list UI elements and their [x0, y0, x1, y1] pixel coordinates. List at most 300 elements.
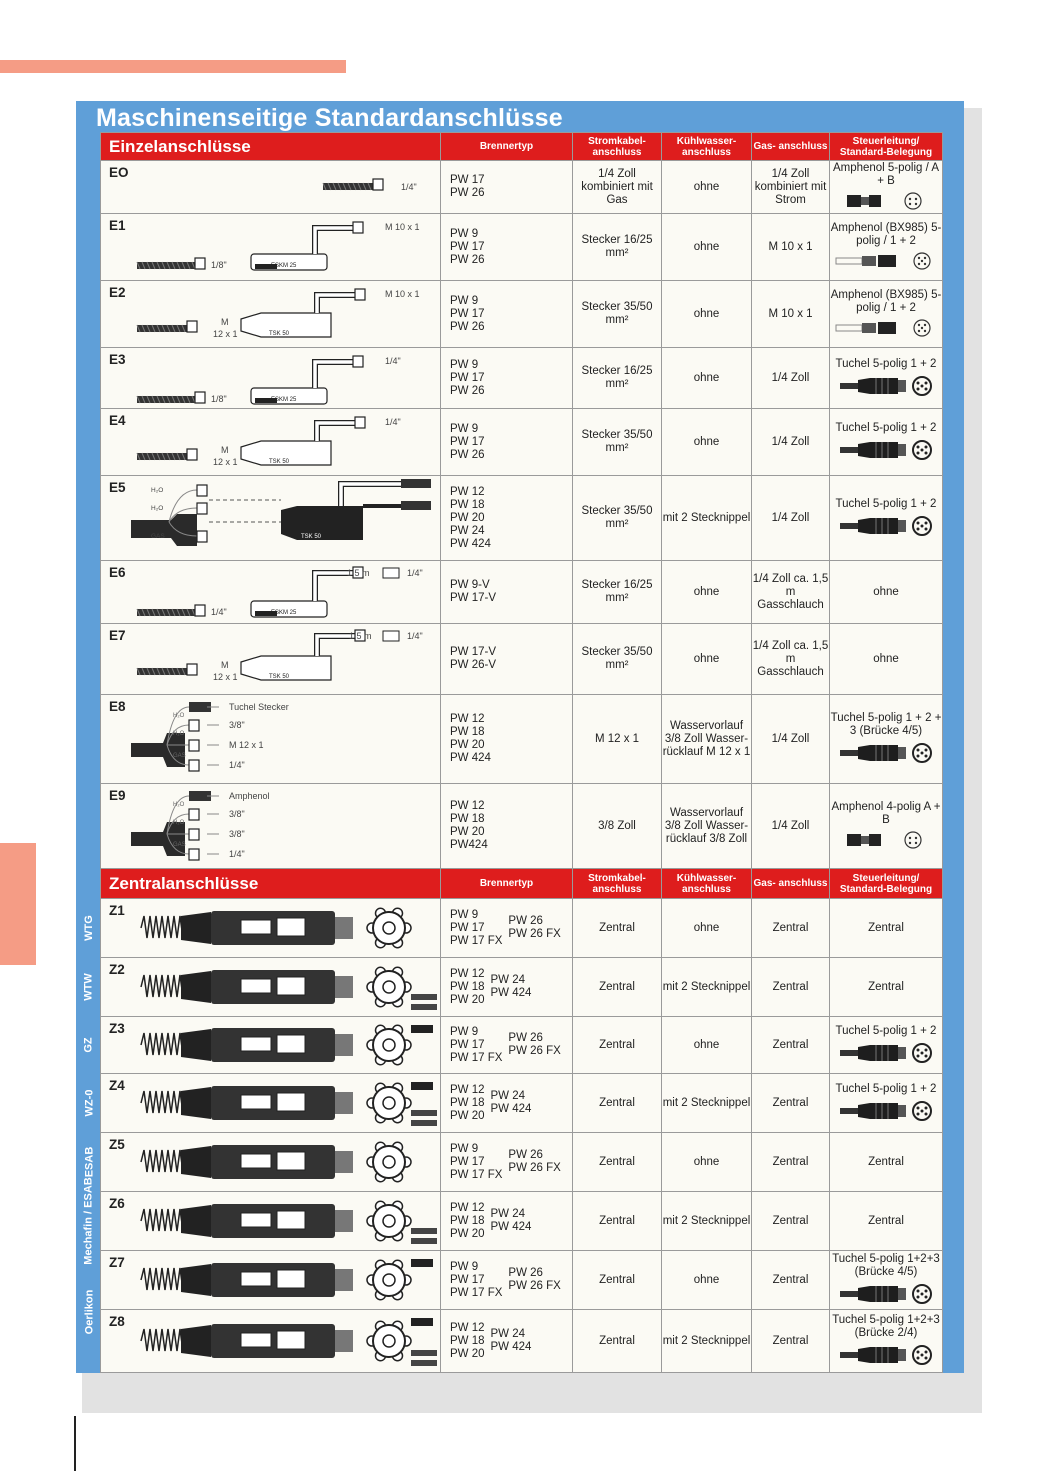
column-header-einzel: Einzelanschlüsse — [101, 133, 441, 161]
steuer-cell — [830, 958, 943, 1017]
kuehl-value: mit 2 Stecknippel — [662, 1096, 751, 1109]
diagram-cell — [101, 161, 441, 214]
manufacturer-name: WTG — [83, 915, 96, 941]
torch-type: PW 18 — [450, 1214, 485, 1227]
steuer-content — [830, 922, 942, 935]
gas-value: 1/4 Zoll kombiniert mit Strom — [754, 167, 827, 206]
torch-type: PW 424 — [450, 752, 491, 764]
gas-value: Zentral — [772, 1096, 809, 1109]
torch-type: PW 20 — [450, 1109, 485, 1122]
diagram-label: 1/4" — [385, 417, 401, 427]
diagram-label: TSK 50 — [269, 674, 290, 680]
diagram-label: ESKM 25 — [271, 610, 297, 616]
strom-value: Stecker 35/50 mm² — [581, 646, 653, 671]
diagram-cell — [101, 624, 441, 695]
gas-cell — [752, 784, 830, 869]
diagram-label: M 12 x 1 — [229, 740, 264, 750]
connection-row — [101, 695, 943, 784]
diagram-cell — [101, 1074, 441, 1133]
torch-type: PW 17 — [450, 307, 485, 320]
strom-value: 3/8 Zoll — [598, 819, 636, 832]
torch-types-cell — [441, 1074, 573, 1133]
strom-cell — [573, 1133, 662, 1192]
manufacturer-label — [78, 1074, 100, 1133]
torch-type: PW 9 — [450, 1260, 479, 1273]
torch-type: PW 424 — [490, 1103, 532, 1115]
connector-diagram — [101, 784, 441, 868]
torch-type: PW 20 — [450, 1227, 485, 1240]
diagram-label: M — [221, 317, 229, 327]
steuer-cell — [830, 561, 943, 624]
diagram-label: 1/4" — [401, 182, 417, 192]
connection-code: E2 — [109, 285, 126, 300]
column-header-strom: Stromkabel- anschluss — [573, 869, 662, 899]
steuer-value: Zentral — [868, 1155, 904, 1168]
tuchel-plug-icon — [836, 373, 936, 399]
connections-table — [100, 132, 943, 1373]
torch-types-cell — [441, 476, 573, 561]
torch-types-col-b — [491, 974, 532, 1000]
diagram-label: GAS — [173, 842, 186, 848]
torch-type: PW 26 — [508, 1267, 543, 1279]
torch-type: PW 17 — [450, 371, 485, 384]
torch-types-cell — [441, 695, 573, 784]
steuer-value: Amphenol (BX985) 5-polig / 1 + 2 — [830, 222, 942, 247]
connections-panel — [76, 101, 964, 1373]
kuehl-value: ohne — [693, 1038, 720, 1051]
torch-type: PW 12 — [450, 485, 485, 498]
torch-types-cell — [441, 958, 573, 1017]
diagram-cell — [101, 1251, 441, 1310]
steuer-value: Amphenol (BX985) 5-polig / 1 + 2 — [830, 289, 942, 314]
strom-value: Zentral — [599, 921, 635, 934]
diagram-label: M 10 x 1 — [385, 289, 420, 299]
connector-diagram — [101, 624, 441, 694]
column-header-kuehl: Kühlwasser- anschluss — [662, 869, 752, 899]
torch-type: PW 26 — [508, 1149, 543, 1161]
connection-row — [101, 561, 943, 624]
diagram-label: 1/4" — [407, 631, 423, 641]
diagram-cell — [101, 281, 441, 348]
torch-type: PW 17 — [450, 1155, 485, 1168]
torch-types-columns — [450, 1322, 572, 1361]
torch-type: PW424 — [450, 839, 488, 851]
manufacturer-name: Oerlikon — [83, 1289, 95, 1334]
column-header-gas: Gas- anschluss — [752, 133, 830, 161]
torch-type: PW 424 — [490, 987, 532, 999]
kuehl-cell — [662, 1192, 752, 1251]
kuehl-value: mit 2 Stecknippel — [662, 511, 751, 524]
torch-types-columns — [450, 1143, 572, 1182]
torch-type: PW 17 — [450, 1038, 485, 1051]
torch-types-col-b — [491, 1090, 532, 1116]
gas-cell — [752, 1251, 830, 1310]
manufacturer-name: ESAB — [83, 1146, 95, 1178]
steuer-content — [830, 162, 942, 212]
strom-value: Zentral — [599, 1334, 635, 1347]
manufacturer-name: WZ-0 — [83, 1089, 96, 1117]
gas-cell — [752, 1192, 830, 1251]
torch-types-cell — [441, 784, 573, 869]
gas-value: Zentral — [772, 1038, 809, 1051]
connection-code: Z2 — [109, 962, 125, 977]
gas-value: 1/4 Zoll ca. 1,5 m Gasschlauch — [752, 572, 829, 611]
connector-diagram — [101, 348, 441, 408]
side-accent-tab — [0, 843, 36, 965]
torch-type: PW 20 — [450, 1347, 485, 1360]
kuehl-cell — [662, 348, 752, 409]
central-connector-diagram — [101, 1251, 441, 1309]
diagram-label: H₂O — [151, 505, 164, 512]
torch-type: PW 12 — [450, 800, 485, 812]
central-connector-diagram — [101, 1192, 441, 1250]
central-connection-row — [101, 1310, 943, 1373]
torch-types-col-b — [508, 1032, 560, 1058]
torch-types-cell — [441, 1192, 573, 1251]
strom-cell — [573, 958, 662, 1017]
gas-value: Zentral — [772, 980, 809, 993]
torch-type: PW 12 — [450, 1321, 485, 1334]
torch-type: PW 17-V — [450, 646, 497, 658]
connection-row — [101, 784, 943, 869]
connector-diagram — [101, 561, 441, 623]
steuer-value: Tuchel 5-polig 1+2+3 (Brücke 4/5) — [832, 1253, 940, 1278]
diagram-label: GAS — [173, 753, 186, 759]
torch-type: PW 9 — [450, 227, 479, 240]
steuer-cell — [830, 476, 943, 561]
steuer-content — [830, 222, 942, 272]
steuer-content — [830, 289, 942, 339]
diagram-label: 12 x 1 — [213, 329, 238, 339]
strom-cell — [573, 409, 662, 476]
gas-cell — [752, 695, 830, 784]
kuehl-cell — [662, 1251, 752, 1310]
manufacturer-label — [78, 1251, 100, 1373]
diagram-label: H₂O — [173, 820, 185, 826]
torch-types-col-a — [450, 1026, 502, 1065]
connection-code: E5 — [109, 480, 126, 495]
diagram-cell — [101, 784, 441, 869]
torch-types-cell — [441, 409, 573, 476]
manufacturer-name: GZ — [83, 1037, 95, 1053]
tuchel-plug-icon — [836, 1281, 936, 1307]
torch-types-columns — [450, 909, 572, 948]
connector-diagram — [101, 476, 441, 560]
kuehl-value: mit 2 Stecknippel — [662, 980, 751, 993]
strom-cell — [573, 899, 662, 958]
torch-type: PW 18 — [450, 1334, 485, 1347]
kuehl-value: ohne — [693, 585, 720, 598]
torch-types-cell — [441, 561, 573, 624]
diagram-label: GAS — [151, 533, 165, 540]
torch-type: PW 9 — [450, 422, 479, 435]
diagram-cell — [101, 1017, 441, 1074]
gas-cell — [752, 1310, 830, 1373]
steuer-value: Tuchel 5-polig 1 + 2 — [835, 357, 937, 370]
manufacturer-label — [78, 1017, 100, 1074]
strom-value: Stecker 16/25 mm² — [581, 579, 653, 604]
amphenol-bx985-plug-icon — [834, 250, 938, 272]
column-header-brennertyp: Brennertyp — [441, 869, 573, 899]
diagram-label: 1/4" — [385, 356, 401, 366]
gas-value: Zentral — [772, 1214, 809, 1227]
strom-cell — [573, 561, 662, 624]
connection-row — [101, 214, 943, 281]
strom-value: Zentral — [599, 1155, 635, 1168]
torch-type: PW 26 FX — [508, 1280, 561, 1292]
diagram-cell — [101, 899, 441, 958]
steuer-value: Tuchel 5-polig 1 + 2 + 3 (Brücke 4/5) — [830, 712, 942, 737]
manufacturer-name: WTW — [83, 973, 96, 1001]
torch-types-columns — [450, 1084, 572, 1123]
connection-code: EO — [109, 165, 129, 180]
connection-code: E6 — [109, 565, 126, 580]
central-connection-row — [101, 899, 943, 958]
torch-types-col-b — [491, 1328, 532, 1354]
diagram-label: 1/4" — [229, 760, 245, 770]
torch-types-cell — [441, 161, 573, 214]
torch-types-col-b — [491, 1208, 532, 1234]
diagram-label: 1,5 m — [347, 568, 370, 578]
diagram-label: 1/8" — [211, 260, 227, 270]
torch-type: PW 18 — [450, 498, 485, 511]
torch-type: PW 12 — [450, 967, 485, 980]
torch-types-col-a — [450, 1143, 502, 1182]
kuehl-cell — [662, 1133, 752, 1192]
strom-cell — [573, 624, 662, 695]
strom-cell — [573, 214, 662, 281]
steuer-content — [830, 801, 942, 851]
central-connection-row — [101, 1133, 943, 1192]
kuehl-cell — [662, 409, 752, 476]
torch-types-cell — [441, 281, 573, 348]
diagram-label: Tuchel Stecker — [229, 702, 289, 712]
diagram-label: ESKM 25 — [271, 397, 297, 403]
diagram-cell — [101, 214, 441, 281]
tuchel-plug-icon — [836, 1040, 936, 1066]
torch-types-col-a — [450, 1322, 485, 1361]
diagram-cell — [101, 1192, 441, 1251]
torch-types-columns — [450, 968, 572, 1007]
torch-type: PW 26 — [450, 253, 485, 266]
steuer-content — [830, 422, 942, 463]
kuehl-cell — [662, 1074, 752, 1133]
steuer-cell — [830, 695, 943, 784]
torch-types-cell — [441, 214, 573, 281]
diagram-label: TSK 50 — [269, 331, 290, 337]
steuer-cell — [830, 409, 943, 476]
diagram-label: H₂O — [173, 802, 185, 808]
steuer-content — [830, 586, 942, 599]
torch-types-cell — [441, 348, 573, 409]
steuer-cell — [830, 899, 943, 958]
torch-type: PW 9 — [450, 1142, 479, 1155]
kuehl-cell — [662, 476, 752, 561]
diagram-label: 1,5 m — [349, 631, 372, 641]
strom-cell — [573, 1310, 662, 1373]
connection-code: Z3 — [109, 1021, 125, 1036]
torch-types-cell — [441, 1310, 573, 1373]
torch-type: PW 26 — [508, 1032, 543, 1044]
diagram-label: 1/4" — [211, 607, 227, 617]
torch-types-col-b — [508, 915, 560, 941]
diagram-label: 3/8" — [229, 720, 245, 730]
diagram-label: H₂O — [151, 487, 164, 494]
torch-type: PW 24 — [490, 1090, 526, 1102]
strom-cell — [573, 784, 662, 869]
manufacturer-label — [78, 1177, 100, 1265]
steuer-cell — [830, 214, 943, 281]
connection-row — [101, 161, 943, 214]
kuehl-value: ohne — [693, 652, 720, 665]
gas-cell — [752, 1133, 830, 1192]
torch-type: PW 424 — [490, 1221, 532, 1233]
diagram-label: 12 x 1 — [213, 457, 238, 467]
torch-type: PW 24 — [490, 1208, 526, 1220]
column-header-steuer: Steuerleitung/ Standard-Belegung — [830, 869, 943, 899]
torch-types-columns — [450, 1261, 572, 1300]
central-connector-diagram — [101, 958, 441, 1016]
kuehl-value: ohne — [693, 307, 720, 320]
torch-types-cell — [441, 624, 573, 695]
connection-code: E3 — [109, 352, 126, 367]
torch-type: PW 26 FX — [508, 1045, 561, 1057]
torch-type: PW 24 — [490, 1328, 526, 1340]
torch-type: PW 26 — [508, 915, 543, 927]
diagram-label: 1/4" — [407, 568, 423, 578]
connection-row — [101, 624, 943, 695]
diagram-cell — [101, 1133, 441, 1192]
gas-value: 1/4 Zoll — [771, 511, 810, 524]
steuer-value: Zentral — [868, 921, 904, 934]
strom-cell — [573, 161, 662, 214]
steuer-content — [830, 981, 942, 994]
central-connection-row — [101, 958, 943, 1017]
column-header-steuer: Steuerleitung/ Standard-Belegung — [830, 133, 943, 161]
gas-value: Zentral — [772, 1334, 809, 1347]
diagram-label: H₂O — [173, 713, 185, 719]
strom-cell — [573, 1251, 662, 1310]
strom-value: Zentral — [599, 1214, 635, 1227]
diagram-cell — [101, 695, 441, 784]
gas-cell — [752, 1074, 830, 1133]
diagram-label: M — [221, 660, 229, 670]
manufacturer-label — [78, 899, 100, 958]
column-header-zentral: Zentralanschlüsse — [101, 869, 441, 899]
strom-cell — [573, 1017, 662, 1074]
diagram-label: 3/8" — [229, 829, 245, 839]
torch-type: PW 424 — [490, 1341, 532, 1353]
torch-type: PW 424 — [450, 537, 491, 550]
torch-type: PW 26 — [450, 320, 485, 333]
torch-types-columns — [450, 1026, 572, 1065]
diagram-label: H₂O — [173, 731, 185, 737]
diagram-cell — [101, 409, 441, 476]
torch-type: PW 17 FX — [450, 934, 503, 947]
manufacturer-name: Mechafin / ESAB — [83, 1177, 95, 1265]
strom-cell — [573, 476, 662, 561]
strom-value: Stecker 35/50 mm² — [581, 505, 653, 530]
strom-value: Zentral — [599, 1096, 635, 1109]
connection-row — [101, 476, 943, 561]
gas-value: Zentral — [772, 1273, 809, 1286]
torch-types-col-b — [508, 1149, 560, 1175]
central-connector-diagram — [101, 1133, 441, 1191]
strom-value: Zentral — [599, 1038, 635, 1051]
gas-cell — [752, 958, 830, 1017]
kuehl-value: Wasservorlauf 3/8 Zoll Wasser- rücklauf M 12 x 1 — [662, 719, 751, 758]
strom-cell — [573, 1074, 662, 1133]
connection-row — [101, 281, 943, 348]
steuer-cell — [830, 1310, 943, 1373]
torch-type: PW 20 — [450, 826, 485, 838]
kuehl-cell — [662, 561, 752, 624]
kuehl-value: ohne — [693, 1273, 720, 1286]
torch-type: PW 17 — [450, 240, 485, 253]
gas-value: M 10 x 1 — [768, 240, 813, 253]
connector-diagram — [101, 214, 441, 280]
torch-type: PW 26 FX — [508, 1162, 561, 1174]
amphenol-plug-icon — [841, 190, 931, 212]
torch-types-cell — [441, 899, 573, 958]
connection-code: E9 — [109, 788, 126, 803]
amphenol-plug-icon — [841, 829, 931, 851]
diagram-cell — [101, 1310, 441, 1373]
torch-type: PW 17-V — [450, 592, 497, 604]
steuer-cell — [830, 1192, 943, 1251]
steuer-value: Tuchel 5-polig 1+2+3 (Brücke 2/4) — [832, 1314, 940, 1339]
diagram-label: TSK 50 — [269, 459, 290, 465]
diagram-label: 3/8" — [229, 809, 245, 819]
gas-cell — [752, 409, 830, 476]
strom-cell — [573, 1192, 662, 1251]
gas-cell — [752, 348, 830, 409]
torch-types-cell — [441, 1017, 573, 1074]
connection-code: Z4 — [109, 1078, 125, 1093]
steuer-cell — [830, 1017, 943, 1074]
strom-cell — [573, 281, 662, 348]
top-accent-bar — [0, 60, 346, 73]
strom-value: Stecker 16/25 mm² — [581, 365, 653, 390]
steuer-content — [830, 653, 942, 666]
torch-type: PW 26 — [450, 187, 485, 199]
diagram-label: 1/8" — [211, 394, 227, 404]
steuer-value: Zentral — [868, 1214, 904, 1227]
column-header-gas: Gas- anschluss — [752, 869, 830, 899]
diagram-label: Amphenol — [229, 791, 270, 801]
steuer-cell — [830, 161, 943, 214]
connector-diagram — [101, 409, 441, 475]
steuer-cell — [830, 1133, 943, 1192]
gas-cell — [752, 476, 830, 561]
gas-value: 1/4 Zoll ca. 1,5 m Gasschlauch — [752, 639, 829, 678]
torch-types-col-a — [450, 1202, 485, 1241]
gas-cell — [752, 281, 830, 348]
kuehl-value: ohne — [693, 240, 720, 253]
kuehl-value: ohne — [693, 921, 720, 934]
steuer-cell — [830, 348, 943, 409]
kuehl-cell — [662, 624, 752, 695]
manufacturer-label — [78, 958, 100, 1017]
central-connector-diagram — [101, 1310, 441, 1372]
torch-types-col-a — [450, 909, 502, 948]
margin-line — [74, 1416, 76, 1471]
steuer-value: Zentral — [868, 980, 904, 993]
steuer-value: Tuchel 5-polig 1 + 2 — [835, 1024, 937, 1037]
steuer-content — [830, 712, 942, 766]
page-title: Maschinenseitige Standardanschlüsse — [96, 104, 563, 132]
strom-value: Stecker 35/50 mm² — [581, 301, 653, 326]
